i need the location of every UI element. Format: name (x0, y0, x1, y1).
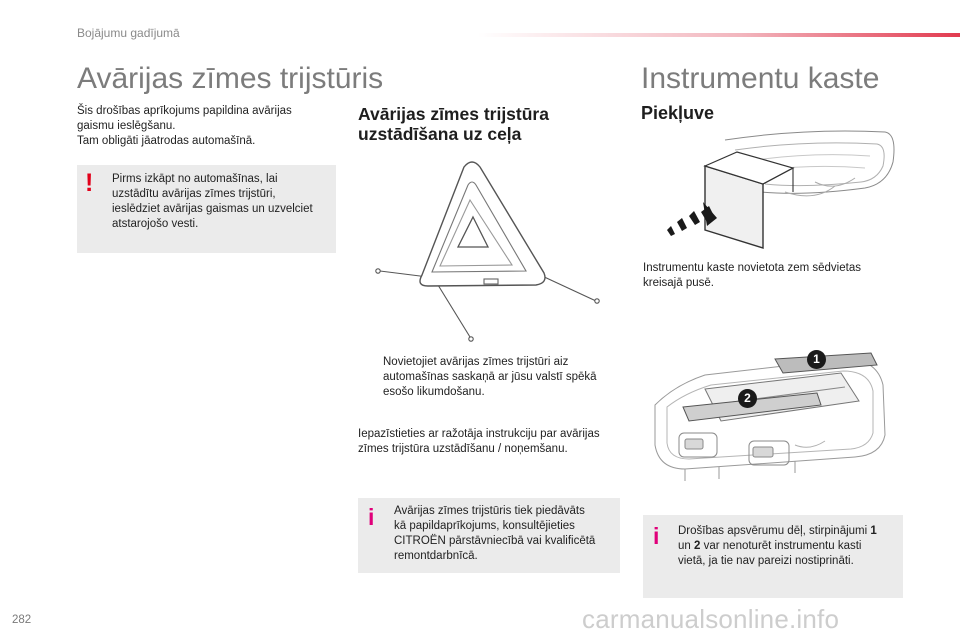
heading-line: uzstādīšana uz ceļa (358, 124, 522, 144)
warning-line: atstarojošo vesti. (112, 218, 199, 230)
bullet-line: automašīnas saskaņā ar jūsu valstī spēkā (383, 371, 597, 383)
warning-triangle-illustration (360, 155, 620, 350)
intro-line: gaismu ieslēgšanu. (77, 120, 176, 132)
info-text: Drošības apsvērumu dēļ, stirpinājumi (678, 525, 871, 537)
toolbox-straps-illustration (645, 345, 895, 495)
placement-instruction (383, 355, 597, 400)
info-line: CITROËN pārstāvniecībā vai kvalificētā (394, 535, 596, 547)
manufacturer-note (358, 427, 600, 457)
intro-line: Šis drošības aprīkojums papildina avārijas (77, 105, 292, 117)
caption-line: Instrumentu kaste novietota zem sēdvietas (643, 262, 861, 274)
intro-line: Tam obligāti jāatrodas automašīnā. (77, 135, 256, 147)
optional-equipment-text (394, 504, 595, 564)
warning-icon: ! (85, 169, 94, 197)
info-line (678, 524, 877, 539)
warning-line: Pirms izkāpt no automašīnas, lai (112, 173, 278, 185)
heading-line: Avārijas zīmes trijstūra (358, 104, 549, 124)
access-heading: Piekļuve (641, 103, 715, 123)
site-watermark: carmanualsonline.info (582, 604, 840, 634)
strap-safety-text (678, 524, 877, 569)
strap-marker-2: 2 (738, 389, 757, 408)
strap-safety-note (643, 515, 903, 598)
strap-marker-1: 1 (807, 350, 826, 369)
intro-text (77, 104, 292, 149)
strap-number-1: 1 (870, 525, 877, 537)
triangle-leg-front (438, 285, 470, 337)
info-line: vietā, ja tie nav pareizi nostiprināti. (678, 555, 854, 567)
warning-line: ieslēdziet avārijas gaismas un uzvelciet (112, 203, 313, 215)
info-text: un (678, 540, 694, 552)
section-header: Bojājumu gadījumā (77, 26, 180, 40)
warning-note (77, 165, 336, 253)
info-line: remontdarbnīcā. (394, 550, 478, 562)
info-line: kā papildaprīkojums, konsultējieties (394, 520, 575, 532)
page-title-toolbox: Instrumentu kaste (641, 62, 880, 95)
info-line (678, 539, 877, 554)
triangle-setup-heading (358, 104, 549, 144)
seat-toolbox-illustration (665, 122, 900, 252)
info-line: Avārijas zīmes trijstūris tiek piedāvāts (394, 505, 585, 517)
optional-equipment-note (358, 498, 620, 573)
page-number: 282 (12, 614, 32, 626)
bullet-line: esošo likumdošanu. (383, 386, 485, 398)
bullet-line: Novietojiet avārijas zīmes trijstūri aiz (383, 356, 569, 368)
para-line: Iepazīstieties ar ražotāja instrukciju par avārijas (358, 428, 600, 440)
page-title-warning-triangle: Avārijas zīmes trijstūris (77, 62, 384, 95)
warning-line: uzstādītu avārijas zīmes trijstūri, (112, 188, 276, 200)
triangle-leg-right (540, 275, 596, 301)
info-text: var nenoturēt instrumentu kasti (700, 540, 862, 552)
header-rule (478, 33, 960, 37)
warning-text (112, 172, 313, 232)
info-icon: i (368, 504, 375, 530)
strap-number-2: 2 (694, 540, 701, 552)
para-line: zīmes trijstūra uzstādīšanu / noņemšanu. (358, 443, 568, 455)
toolbox-location-caption (643, 261, 861, 291)
caption-line: kreisajā pusē. (643, 277, 714, 289)
info-icon: i (653, 523, 660, 549)
